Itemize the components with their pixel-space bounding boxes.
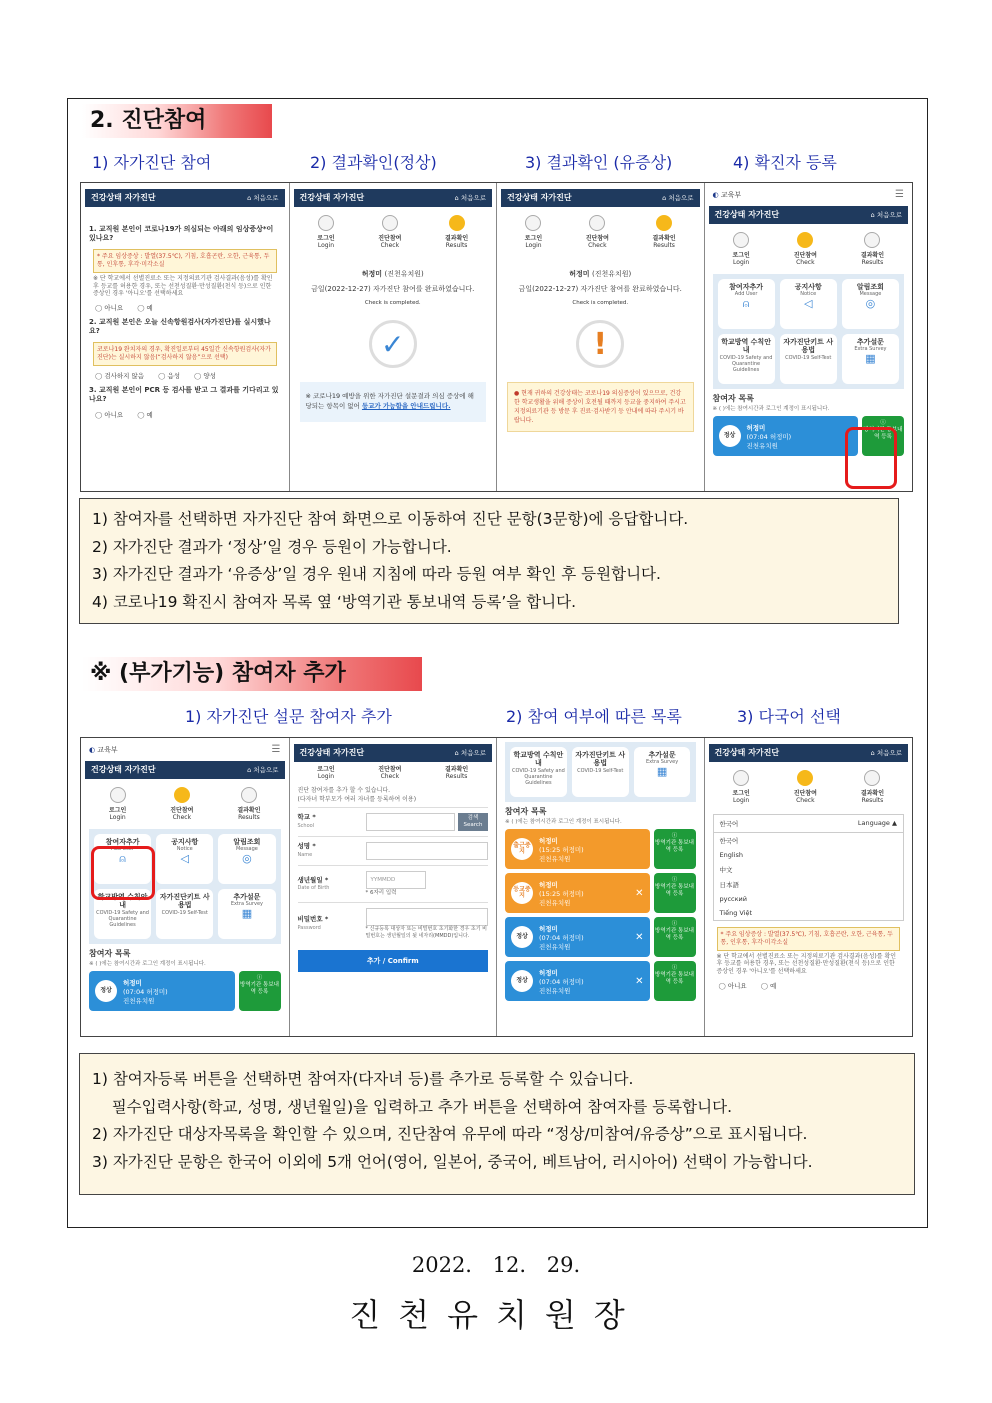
participant-card-main[interactable]: 출근중지 허정미 (15:25 허정미) 진천유치원 <box>505 829 650 869</box>
progress-steps: 로그인 Login 진단참여 Check 결과확인 Results <box>705 762 913 808</box>
question-1: 1. 교직원 본인이 코로나19가 의심되는 아래의 임상증상*이 있나요? <box>89 225 274 243</box>
section1-step-3: 3) 결과확인 (유증상) <box>525 153 673 172</box>
screenshot-result-normal <box>290 183 498 491</box>
status-badge: 정상 <box>511 926 533 948</box>
report-button[interactable]: ⓘ 방역기관 통보내역 등록 <box>239 971 281 1011</box>
report-button[interactable]: ⓘ 방역기관 통보내역 등록 <box>654 917 696 957</box>
progress-steps: 로그인 Login 진단참여 Check 결과확인 Results <box>290 207 497 253</box>
section2-step-1: 1) 자가진단 설문 참여자 추가 <box>185 707 392 726</box>
question-3: 3. 교직원 본인이 PCR 등 검사를 받고 그 결과를 기다리고 있나요? <box>89 385 279 404</box>
screenshot-participant-list <box>497 738 705 1036</box>
participant-card-main[interactable]: 정상 허정미 (07:04 허정미) 진천유치원 ✕ <box>505 917 650 957</box>
language-option[interactable]: Tiếng Việt <box>719 909 753 917</box>
participant-card <box>89 971 281 1011</box>
tile-self-test[interactable]: 자가진단키트 사용법 COVID-19 Self-Test <box>156 889 213 939</box>
section1-screenshots <box>80 182 913 492</box>
report-button[interactable]: ⓘ 방역기관 통보내역 등록 <box>654 829 696 869</box>
question-1-small: ※ 단 학교에서 선별진료소 또는 지정의료기관 검사결과(음성)를 확인 후 등교를 허용한 경우, 또는 선천성질환·만성질환(천식 등)으로 인한 증상인 경우 '아니오'를 선택하세요 <box>93 274 273 298</box>
add-user-icon: ⍝ <box>119 852 126 866</box>
ministry-logo-icon: ◐ <box>712 190 719 199</box>
language-option[interactable]: 中文 <box>719 866 733 874</box>
screenshot-language-select <box>705 738 913 1036</box>
participant-card <box>505 829 696 869</box>
screenshot-add-user-menu <box>81 738 290 1036</box>
app-header: 건강상태 자가진단 ⌂ 처음으로 <box>709 206 909 224</box>
app-header: 건강상태 자가진단 ⌂ 처음으로 <box>85 761 285 779</box>
progress-steps: 로그인 Login 진단참여 Check 결과확인 Results <box>81 779 289 825</box>
calendar-icon: ▦ <box>241 907 253 921</box>
question-2-options[interactable]: ◯ 검사하지 않음 ◯ 음성 ◯ 양성 <box>95 371 275 380</box>
section1-step-4: 4) 확진자 등록 <box>733 153 837 172</box>
language-option[interactable]: English <box>719 851 743 859</box>
app-header: 건강상태 자가진단 ⌂ 처음으로 <box>501 189 700 207</box>
tile-extra-survey[interactable]: 추가설문 Extra Survey ▦ <box>634 747 691 797</box>
calendar-icon: ▦ <box>656 765 668 779</box>
home-icon: ⌂ <box>247 194 252 202</box>
add-intro-2: (다자녀 학부모가 여러 자녀를 등록하여 이용) <box>297 796 417 803</box>
tile-extra-survey[interactable]: 추가설문 Extra Survey ▦ <box>218 889 275 939</box>
tile-guidelines[interactable]: 학교방역 수칙안내 COVID-19 Safety and Quarantine Guidelines <box>510 747 567 797</box>
question-1-small: ※ 단 학교에서 선별진료소 또는 지정의료기관 검사결과(음성)를 확인 후 등교를 허용한 경우, 또는 선천성질환·만성질환(천식 등)으로 인한 증상인 경우 '아니오'를 선택하세요 <box>716 952 897 976</box>
app-header: 건강상태 자가진단 ⌂ 처음으로 <box>294 189 493 207</box>
document-date: 2022. 12. 29. <box>411 1253 581 1277</box>
close-icon[interactable]: ✕ <box>635 887 644 899</box>
section2-description <box>79 1053 915 1195</box>
tile-message[interactable]: 알림조회 Message ◎ <box>842 279 899 329</box>
status-badge: 등교중지 <box>511 882 533 904</box>
menu-grid <box>505 742 696 802</box>
calendar-icon: ▦ <box>865 352 876 366</box>
tile-guidelines[interactable]: 학교방역 수칙안내 COVID-19 Safety and Quarantine Guidelines <box>718 334 775 384</box>
participant-card-main[interactable]: 등교중지 허정미 (15:25 허정미) 진천유치원 ✕ <box>505 873 650 913</box>
add-intro: 진단 참여자를 추가 할 수 있습니다. <box>297 787 391 794</box>
info-box: ※ 코로나19 예방을 위한 자가진단 설문결과 의심 증상에 해당되는 항목이 없어 등교가 가능함을 안내드립니다. <box>300 382 487 422</box>
password-row: 비밀번호 * Password * 신규등록 대상자 또는 비밀번호 초기화한 경우 초기 비밀번호는 생년월일의 뒷 네자리(MMDD)입니다. <box>298 902 489 944</box>
tile-notice[interactable]: 공지사항 Notice ◁ <box>780 279 837 329</box>
section2-desc-line-1: 1) 참여자등록 버튼을 선택하면 참여자(다자녀 등)를 추가로 등록할 수 있습니다. <box>92 1070 634 1088</box>
close-icon[interactable]: ✕ <box>635 931 644 943</box>
bell-icon: ◎ <box>865 297 876 311</box>
section1-desc-line-3: 3) 자가진단 결과가 ‘유증상’일 경우 원내 지침에 따라 등원 여부 확인 후 등원합니다. <box>92 565 661 583</box>
progress-steps: 로그인 Login 진단참여 Check 결과확인 Results <box>497 207 704 253</box>
section2-step-2: 2) 참여 여부에 따른 목록 <box>506 707 682 726</box>
bell-icon: ◎ <box>242 852 252 866</box>
menu-icon[interactable]: ☰ <box>271 744 281 755</box>
ministry-bar: ◐ 교육부 ☰ <box>89 744 281 755</box>
info-link[interactable]: 등교가 가능함을 안내드립니다. <box>361 401 451 410</box>
home-icon: ⌂ <box>454 194 459 202</box>
participant-name: 허정미 (진천유치원) <box>569 270 632 278</box>
megaphone-icon: ◁ <box>804 297 813 311</box>
highlight-ring <box>845 427 897 489</box>
participant-name: 허정미 (진천유치원) <box>361 270 424 278</box>
menu-grid <box>713 274 905 389</box>
section1-desc-line-2: 2) 자가진단 결과가 ‘정상’일 경우 등원이 가능합니다. <box>92 537 452 556</box>
add-user-icon: ⍝ <box>742 297 750 311</box>
add-form <box>298 786 489 944</box>
school-input[interactable] <box>366 813 456 831</box>
screenshot-self-check <box>81 183 290 491</box>
section2-step-3: 3) 다국어 선택 <box>737 707 841 726</box>
question-1-options[interactable]: ◯ 아니요 ◯ 예 <box>719 981 899 990</box>
done-message: 금일(2022-12-27) 자가진단 참여를 완료하였습니다. <box>518 285 682 293</box>
menu-icon[interactable]: ☰ <box>895 189 904 200</box>
exclamation-icon: ! <box>576 320 624 368</box>
language-option[interactable]: 日本語 <box>719 881 739 889</box>
home-icon: ⌂ <box>662 194 667 202</box>
tile-self-test[interactable]: 자가진단키트 사용법 COVID-19 Self-Test <box>572 747 629 797</box>
section2-desc-line-3: 2) 자가진단 대상자목록을 확인할 수 있으며, 진단참여 유무에 따라 “정상/미참여/유증상”으로 표시됩니다. <box>92 1125 808 1143</box>
progress-steps: 로그인 Login 진단참여 Check 결과확인 Results <box>317 766 469 780</box>
check-completed: Check is completed. <box>572 300 629 306</box>
school-row: 학교 * School 검색 Search <box>298 807 489 836</box>
participant-list-title: 참여자 목록 ※ ( )에는 참여시간과 로그인 계정이 표시됩니다. <box>89 949 206 967</box>
check-completed: Check is completed. <box>364 300 421 306</box>
participant-card <box>505 917 696 957</box>
section2-title: ※ (부가기능) 참여자 추가 <box>82 657 422 691</box>
language-label: Language ▲ <box>857 819 897 827</box>
screenshot-result-symptom <box>497 183 705 491</box>
tile-extra-survey[interactable]: 추가설문 Extra Survey ▦ <box>842 334 899 384</box>
progress-steps: 로그인 Login 진단참여 Check 결과확인 Results <box>705 224 913 270</box>
password-input[interactable] <box>366 908 489 926</box>
status-badge: 출근중지 <box>511 838 533 860</box>
home-icon: ⌂ <box>870 749 875 757</box>
participant-card <box>505 873 696 913</box>
close-icon[interactable]: ✕ <box>635 975 644 987</box>
search-button[interactable]: 검색 Search <box>458 813 488 831</box>
ministry-bar: ◐ 교육부 ☰ <box>712 189 904 200</box>
section1-description <box>79 498 899 624</box>
language-option[interactable]: русский <box>719 895 747 903</box>
language-dropdown[interactable] <box>713 814 905 921</box>
tile-guidelines[interactable]: 학교방역 수칙안내 COVID-19 Safety and Quarantine Guidelines <box>94 889 151 939</box>
section1-title: 2. 진단참여 <box>82 104 272 138</box>
status-badge: 정상 <box>95 980 117 1002</box>
participant-card-main[interactable]: 정상 허정미 (07:04 허정미) 진천유치원 <box>89 971 235 1011</box>
participant-list-title: 참여자 목록 ※ ( )에는 참여시간과 로그인 계정이 표시됩니다. <box>505 807 622 825</box>
tile-message[interactable]: 알림조회 Message ◎ <box>218 834 275 884</box>
warning-box: ● 현재 귀하의 건강상태는 코로나19 의심증상이 있으므로, 건강한 학교생활을 위해 증상이 호전될 때까지 등교을 중지하여 주시고 지정의료기관 등 방문 후 진료·검사받기 등 안내에 따라 주시기 바랍니다. <box>507 382 694 432</box>
question-1-note: * 주요 임상증상 : 발열(37.5℃), 기침, 호흡곤란, 오한, 근육통, 두통, 인후통, 후각·미각소실 <box>717 927 901 951</box>
report-button[interactable]: ⓘ 방역기관 통보내역 등록 <box>654 961 696 1001</box>
checkmark-icon: ✓ <box>369 320 417 368</box>
section1-desc-line-4: 4) 코로나19 확진시 참여자 목록 옆 ‘방역기관 통보내역 등록’을 합니다. <box>92 592 577 611</box>
megaphone-icon: ◁ <box>180 852 189 866</box>
question-2-note: 코로나19 완치자의 경우, 확진일로부터 45일간 신속항원검사(자가진단)는 실시하지 않음(“검사하지 않음”으로 선택) <box>93 342 277 366</box>
question-2: 2. 교직원 본인은 오늘 신속항원검사(자가진단)를 실시했나요? <box>89 318 271 336</box>
app-header: 건강상태 자가진단 ⌂ 처음으로 <box>85 189 285 207</box>
section1-step-1: 1) 자가진단 참여 <box>92 153 212 172</box>
question-3-options[interactable]: ◯ 아니요 ◯ 예 <box>95 410 275 419</box>
signature: 진천유치원장 <box>349 1296 643 1334</box>
confirm-button[interactable]: 추가 / Confirm <box>298 950 489 972</box>
tile-self-test[interactable]: 자가진단키트 사용법 COVID-19 Self-Test <box>780 334 837 384</box>
section2-desc-line-4: 3) 자가진단 문항은 한국어 이외에 5개 언어(영어, 일본어, 중국어, 베트남어, 러시아어) 선택이 가능합니다. <box>92 1152 813 1171</box>
participant-list-title: 참여자 목록 ※ ( )에는 참여시간과 로그인 계정이 표시됩니다. <box>712 394 830 412</box>
screenshot-add-form <box>290 738 498 1036</box>
section1-step-2: 2) 결과확인(정상) <box>310 153 437 172</box>
name-row: 성명 * Name <box>298 836 489 865</box>
participant-card-main[interactable]: 정상 허정미 (07:04 허정미) 진천유치원 <box>713 416 859 456</box>
language-current: 한국어 <box>719 820 739 828</box>
section2-desc-line-2: 필수입력사항(학교, 성명, 생년월일)을 입력하고 추가 버튼을 선택하여 참여자를 등록합니다. <box>92 1097 733 1116</box>
name-input[interactable] <box>366 842 489 860</box>
section1-desc-line-1: 1) 참여자를 선택하면 자가진단 참여 화면으로 이동하여 진단 문항(3문항)에 응답합니다. <box>92 510 689 528</box>
highlight-ring <box>91 846 155 900</box>
question-1-options[interactable]: ◯ 아니요 ◯ 예 <box>95 303 275 312</box>
screenshot-confirmed-register <box>705 183 913 491</box>
language-option[interactable]: 한국어 <box>719 837 739 845</box>
home-icon: ⌂ <box>870 211 875 219</box>
question-1-note: * 주요 임상증상 : 발열(37.5℃), 기침, 호흡곤란, 오한, 근육통, 두통, 인후통, 후각·미각소실 <box>93 249 277 273</box>
app-header: 건강상태 자가진단 ⌂ 처음으로 <box>709 744 909 762</box>
participant-card-main[interactable]: 정상 허정미 (07:04 허정미) 진천유치원 ✕ <box>505 961 650 1001</box>
report-button[interactable]: ⓘ 방역기관 통보내역 등록 <box>862 416 904 456</box>
home-icon: ⌂ <box>454 749 459 757</box>
tile-add-user[interactable]: 참여자추가 Add User ⍝ <box>718 279 775 329</box>
birth-row: 생년월일 * Date of Birth YYMMDD * 6자리 입력 <box>298 865 489 902</box>
section2-screenshots <box>80 737 913 1037</box>
tile-add-user[interactable]: 참여자추가 Add User ⍝ <box>94 834 151 884</box>
birth-input[interactable]: YYMMDD <box>366 871 426 889</box>
status-badge: 정상 <box>719 425 741 447</box>
status-badge: 정상 <box>511 970 533 992</box>
participant-card <box>505 961 696 1001</box>
ministry-logo-icon: ◐ <box>89 745 96 754</box>
home-icon: ⌂ <box>247 766 252 774</box>
done-message: 금일(2022-12-27) 자가진단 참여를 완료하였습니다. <box>311 285 475 293</box>
tile-notice[interactable]: 공지사항 Notice ◁ <box>156 834 213 884</box>
report-button[interactable]: ⓘ 방역기관 통보내역 등록 <box>654 873 696 913</box>
app-header: 건강상태 자가진단 ⌂ 처음으로 <box>294 744 493 762</box>
